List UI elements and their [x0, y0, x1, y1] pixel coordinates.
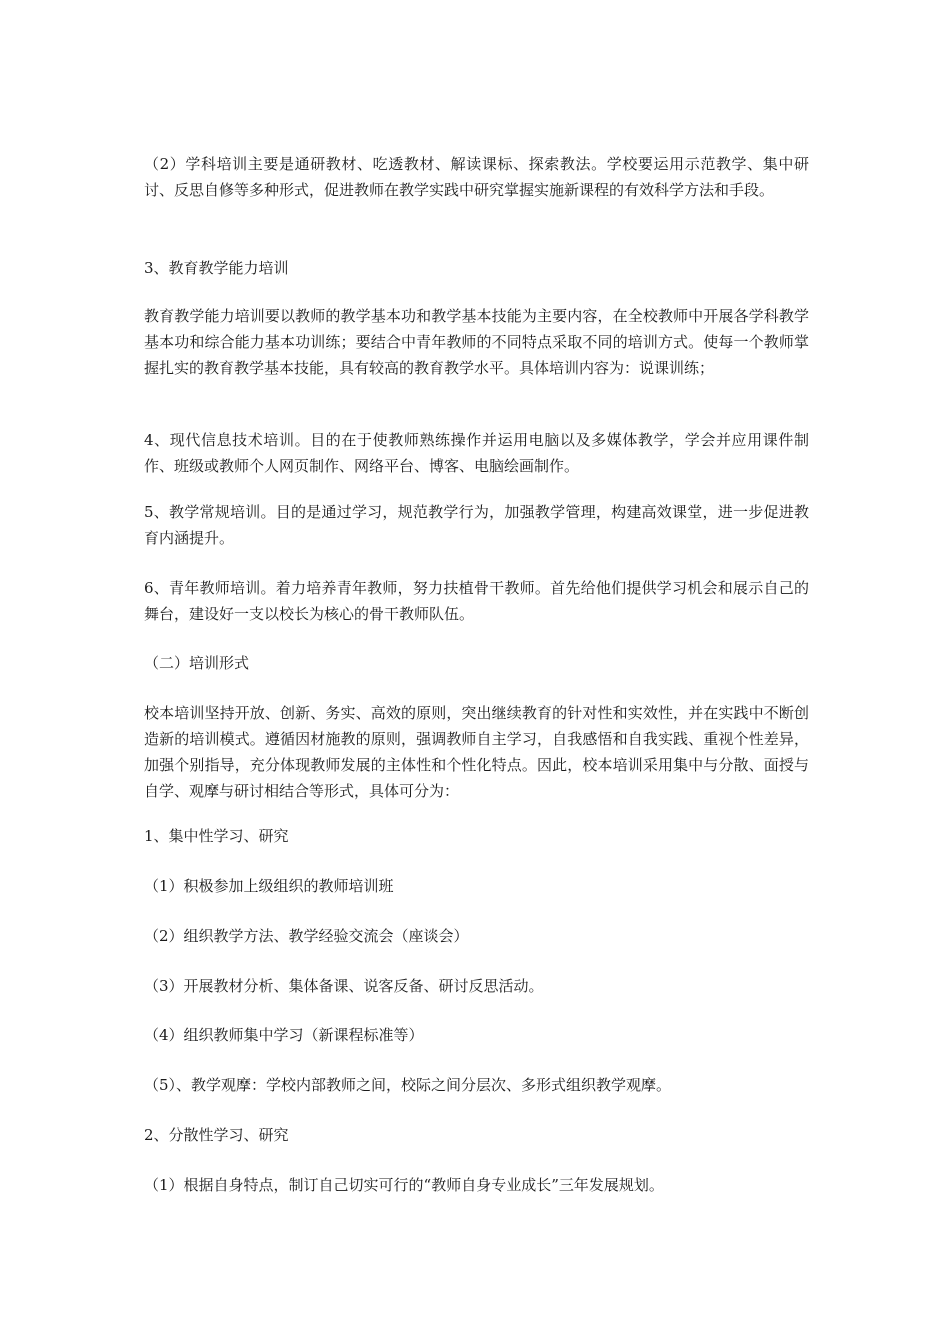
- list-item-distributed-1: （1）根据自身特点，制订自己切实可行的“教师自身专业成长”三年发展规划。: [144, 1176, 664, 1194]
- list-item-5: （5）、教学观摩：学校内部教师之间，校际之间分层次、多形式组织教学观摩。: [144, 1076, 672, 1094]
- list-item-4: （4）组织教师集中学习（新课程标准等）: [144, 1026, 424, 1044]
- paragraph-teaching-ability: 教育教学能力培训要以教师的教学基本功和教学基本技能为主要内容，在全校教师中开展各学科教学基本功和综合能力基本功训练；要结合中青年教师的不同特点采取不同的培训方式。使每一个教师掌握扎实的教育教学基本技能，具有较高的教育教学水平。具体培训内容为：说课训练；: [144, 307, 809, 377]
- paragraph-it-training: 4、现代信息技术培训。目的在于使教师熟练操作并运用电脑以及多媒体教学，学会并应用课件制作、班级或教师个人网页制作、网络平台、博客、电脑绘画制作。: [144, 431, 809, 475]
- heading-training-forms: （二）培训形式: [144, 654, 250, 672]
- heading-teaching-ability-training: 3、教育教学能力培训: [144, 259, 289, 277]
- heading-centralized-study: 1、集中性学习、研究: [144, 827, 289, 845]
- paragraph-school-training-principles: 校本培训坚持开放、创新、务实、高效的原则，突出继续教育的针对性和实效性，并在实践中不断创造新的培训模式。遵循因材施教的原则，强调教师自主学习，自我感悟和自我实践、重视个性差异，加强个别指导，充分体现教师发展的主体性和个性化特点。因此，校本培训采用集中与分散、面授与自学、观摩与研讨相结合等形式，具体可分为：: [144, 704, 809, 800]
- heading-distributed-study: 2、分散性学习、研究: [144, 1126, 289, 1144]
- paragraph-young-teacher-training: 6、青年教师培训。着力培养青年教师，努力扶植骨干教师。首先给他们提供学习机会和展示自己的舞台，建设好一支以校长为核心的骨干教师队伍。: [144, 579, 809, 623]
- list-item-2: （2）组织教学方法、教学经验交流会（座谈会）: [144, 927, 469, 945]
- list-item-1: （1）积极参加上级组织的教师培训班: [144, 877, 394, 895]
- paragraph-subject-training: （2）学科培训主要是通研教材、吃透教材、解读课标、探索教法。学校要运用示范教学、集中研讨、反思自修等多种形式，促进教师在教学实践中研究掌握实施新课程的有效科学方法和手段。: [144, 155, 809, 199]
- list-item-3: （3）开展教材分析、集体备课、说客反备、研讨反思活动。: [144, 977, 544, 995]
- paragraph-routine-training: 5、教学常规培训。目的是通过学习，规范教学行为，加强教学管理，构建高效课堂，进一步促进教育内涵提升。: [144, 503, 809, 547]
